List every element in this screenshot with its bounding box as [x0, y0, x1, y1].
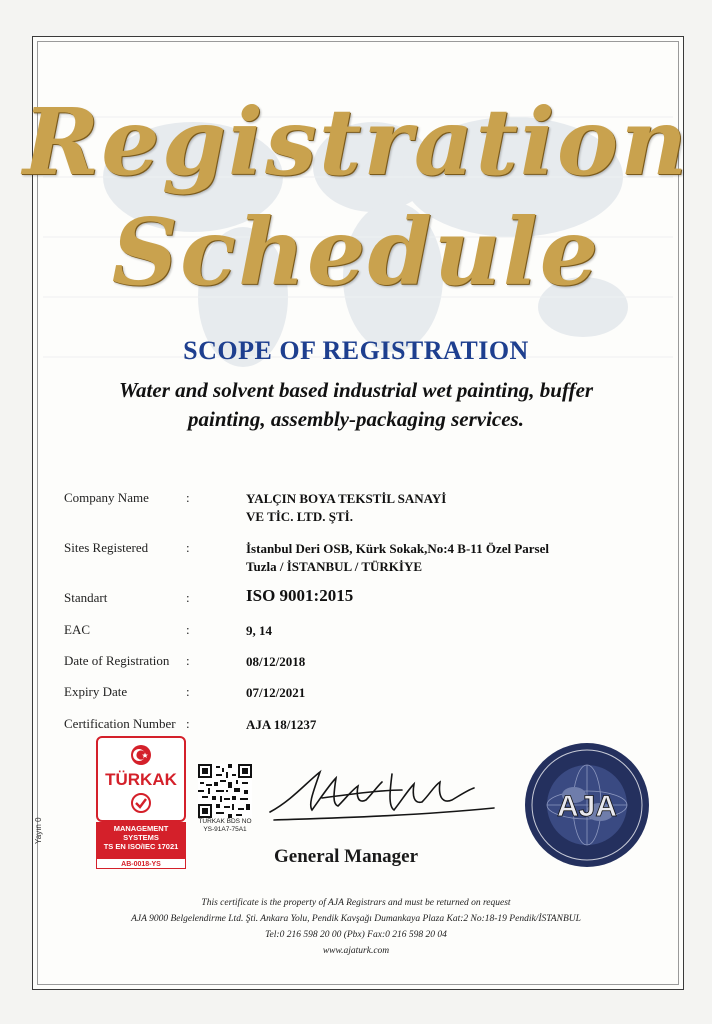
side-note: Yayın 0: [34, 817, 43, 844]
field-label: Sites Registered: [64, 540, 149, 555]
field-value: 9, 14: [246, 623, 272, 638]
turkak-band-line: SYSTEMS: [123, 833, 159, 842]
footer-phone: Tel:0 216 598 20 00 (Pbx) Fax:0 216 598 20 04: [265, 930, 447, 940]
field-value-line: YALÇIN BOYA TEKSTİL SANAYİ: [246, 491, 447, 506]
field-label: EAC: [64, 622, 90, 637]
general-manager-title: General Manager: [274, 846, 419, 867]
scope-text: [60, 376, 652, 434]
qr-code-icon: [198, 764, 252, 818]
title-registration: Registration: [22, 88, 690, 196]
turkak-band-line: MANAGEMENT: [113, 824, 169, 833]
field-colon: :: [186, 622, 190, 637]
field-value: [246, 490, 446, 526]
field-company-name: [64, 490, 654, 530]
field-colon: :: [186, 716, 190, 731]
title-schedule: Schedule: [111, 198, 601, 306]
turkak-wordmark: TÜRKAK: [105, 770, 177, 789]
field-colon: :: [186, 540, 190, 555]
aja-seal-logo: [522, 740, 652, 870]
qr-caption-line: YS-91A7-75A1: [203, 826, 247, 833]
field-colon: :: [186, 490, 190, 505]
field-sites-registered: [64, 540, 654, 580]
scope-line-2: painting, assembly-packaging services.: [188, 407, 524, 431]
field-value: [246, 540, 549, 576]
field-label: Company Name: [64, 490, 149, 505]
field-value-line: Tuzla / İSTANBUL / TÜRKİYE: [246, 559, 423, 574]
scope-heading: SCOPE OF REGISTRATION: [183, 336, 529, 365]
field-value-line: VE TİC. LTD. ŞTİ.: [246, 509, 353, 524]
turkak-accreditation-logo: [96, 736, 186, 866]
footer-address: AJA 9000 Belgelendirme Ltd. Şti. Ankara Yolu, Pendik Kavşağı Dumankaya Plaza Kat:2 No:18-19 Pendik/İSTANBUL: [131, 914, 581, 924]
qr-caption: [190, 818, 260, 834]
field-value: 08/12/2018: [246, 654, 306, 669]
field-label: Certification Number: [64, 716, 176, 731]
field-value: ISO 9001:2015: [246, 586, 354, 605]
field-label: Standart: [64, 590, 108, 605]
qr-caption-line: TURKAK BDS NO: [198, 818, 252, 825]
field-label: Date of Registration: [64, 653, 170, 668]
field-label: Expiry Date: [64, 684, 128, 699]
turkak-code: AB-0018-YS: [96, 858, 186, 869]
turkak-band-line: TS EN ISO/IEC 17021: [103, 842, 179, 851]
field-value: 07/12/2021: [246, 685, 306, 700]
seal-letters: AJA: [556, 790, 618, 823]
field-colon: :: [186, 653, 190, 668]
field-value-line: İstanbul Deri OSB, Kürk Sokak,No:4 B-11 Özel Parsel: [246, 541, 549, 556]
crescent-star-icon: [130, 744, 152, 766]
field-colon: :: [186, 590, 190, 605]
footer-website: www.ajaturk.com: [322, 946, 390, 956]
check-icon: [130, 792, 152, 814]
field-colon: :: [186, 684, 190, 699]
handwritten-signature: [262, 760, 502, 830]
turkak-band: [96, 822, 186, 858]
scope-line-1: Water and solvent based industrial wet painting, buffer: [118, 378, 594, 402]
footer-property-note: This certificate is the property of AJA Registrars and must be returned on request: [201, 898, 511, 908]
field-value: AJA 18/1237: [246, 717, 317, 732]
